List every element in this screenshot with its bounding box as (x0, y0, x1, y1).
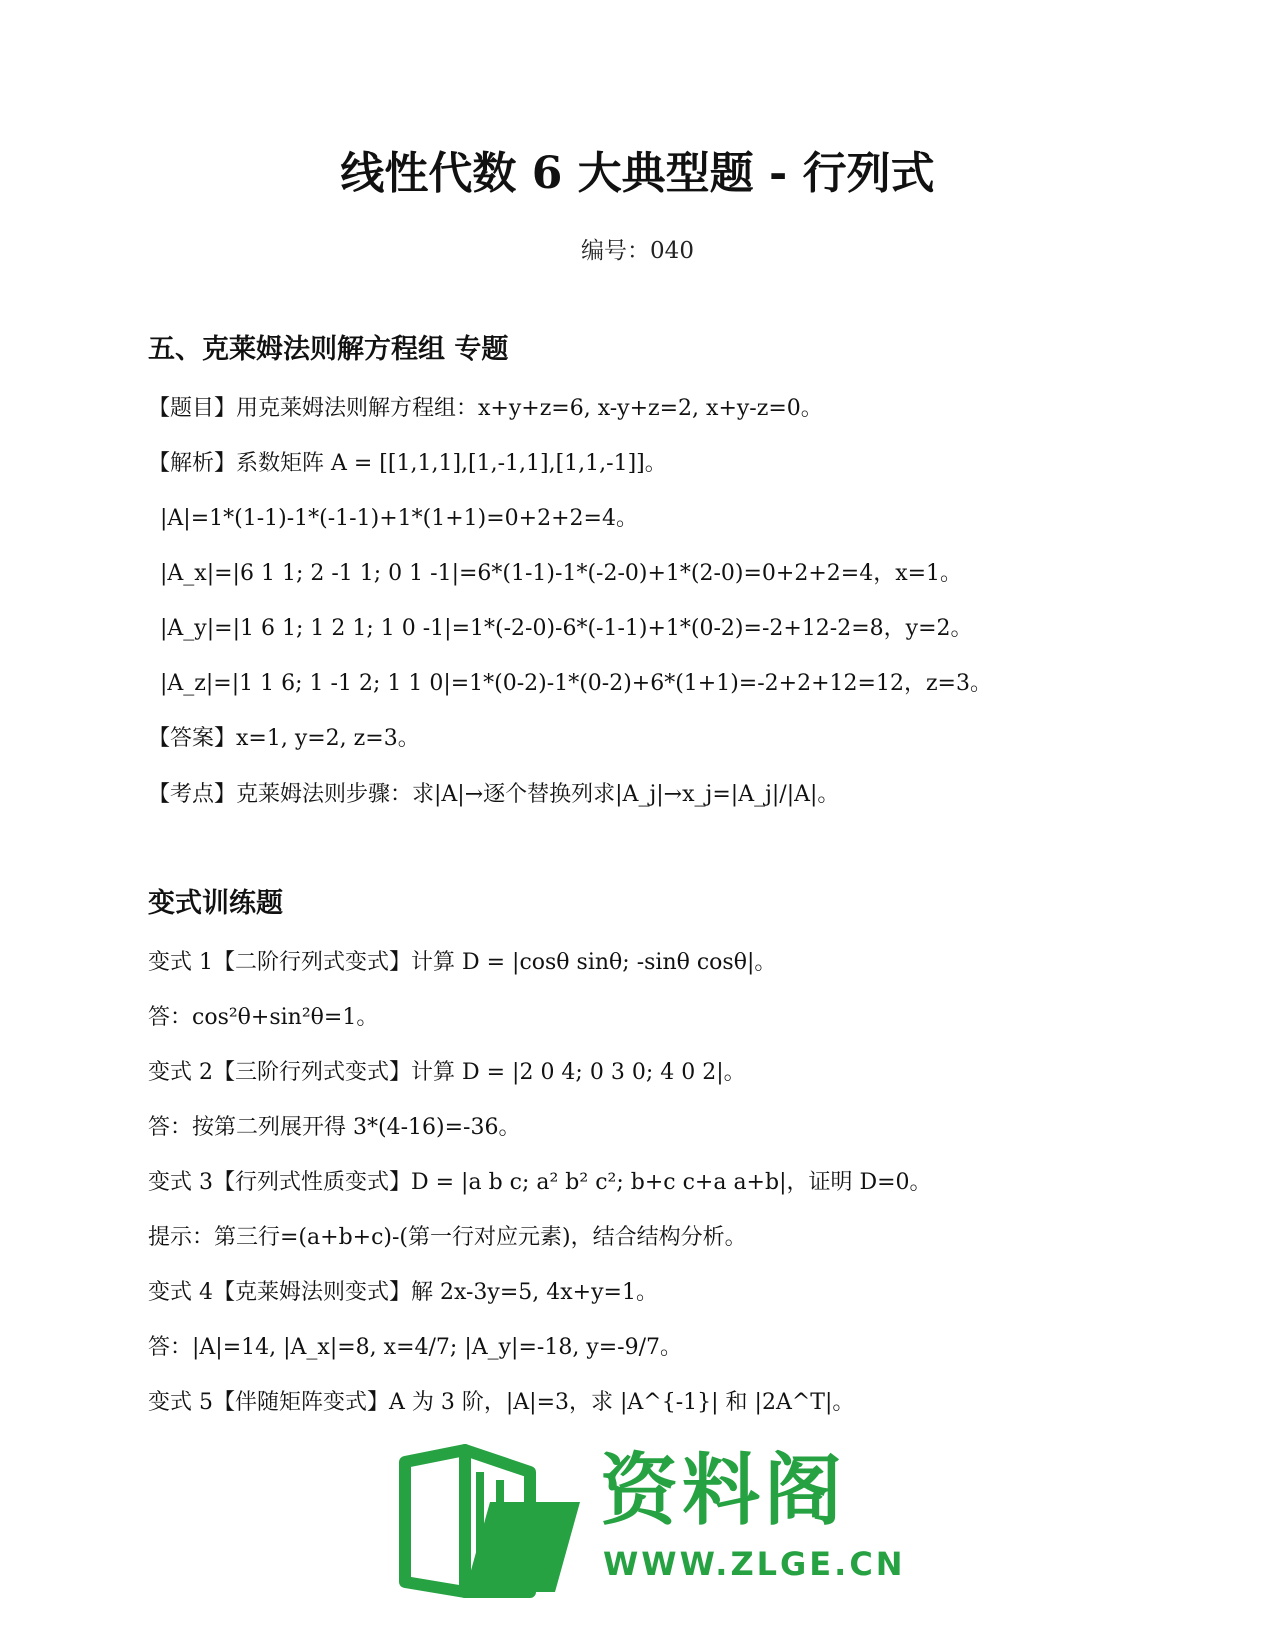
variant-1-answer: 答：cos²θ+sin²θ=1。 (148, 1005, 379, 1030)
det-az-line: |A_z|=|1 1 6; 1 -1 2; 1 1 0|=1*(0-2)-1*(0-2)+6*(1+1)=-2+2+12=12，z=3。 (160, 671, 992, 696)
variant-2-line: 变式 2【三阶行列式变式】计算 D = |2 0 4; 0 3 0; 4 0 2|。 (148, 1060, 746, 1085)
document-title: 线性代数 6 大典型题 - 行列式 (340, 148, 935, 199)
variant-3-hint: 提示：第三行=(a+b+c)-(第一行对应元素)，结合结构分析。 (148, 1225, 747, 1250)
variant-2-answer: 答：按第二列展开得 3*(4-16)=-36。 (148, 1115, 521, 1140)
section-heading-variants: 变式训练题 (148, 888, 283, 919)
det-a-line: |A|=1*(1-1)-1*(-1-1)+1*(1+1)=0+2+2=4。 (160, 506, 638, 531)
det-ay-line: |A_y|=|1 6 1; 1 2 1; 1 0 -1|=1*(-2-0)-6*(-1-1)+1*(0-2)=-2+12-2=8，y=2。 (160, 616, 973, 641)
watermark-logo (395, 1442, 906, 1602)
det-ax-line: |A_x|=|6 1 1; 2 -1 1; 0 1 -1|=6*(1-1)-1*(-2-0)+1*(2-0)=0+2+2=4，x=1。 (160, 561, 963, 586)
watermark-url: WWW.ZLGE.CN (603, 1545, 906, 1583)
variant-4-answer: 答：|A|=14, |A_x|=8, x=4/7; |A_y|=-18, y=-9/7。 (148, 1335, 683, 1360)
analysis-line: 【解析】系数矩阵 A = [[1,1,1],[1,-1,1],[1,1,-1]]。 (148, 451, 667, 476)
folder-book-icon (395, 1442, 595, 1602)
document-number: 编号：040 (581, 238, 694, 264)
keypoint-line: 【考点】克莱姆法则步骤：求|A|→逐个替换列求|A_j|→x_j=|A_j|/|A|。 (148, 782, 840, 807)
variant-5-line: 变式 5【伴随矩阵变式】A 为 3 阶，|A|=3，求 |A^{-1}| 和 |2A^T|。 (148, 1390, 855, 1415)
variant-3-line: 变式 3【行列式性质变式】D = |a b c; a² b² c²; b+c c+a a+b|，证明 D=0。 (148, 1170, 932, 1195)
problem-line: 【题目】用克莱姆法则解方程组：x+y+z=6, x-y+z=2, x+y-z=0。 (148, 396, 823, 421)
watermark-name: 资料阁 (600, 1446, 847, 1536)
variant-1-line: 变式 1【二阶行列式变式】计算 D = |cosθ sinθ; -sinθ cosθ|。 (148, 950, 777, 975)
variant-4-line: 变式 4【克莱姆法则变式】解 2x-3y=5, 4x+y=1。 (148, 1280, 658, 1305)
section-heading-cramer: 五、克莱姆法则解方程组 专题 (148, 334, 509, 365)
answer-line: 【答案】x=1, y=2, z=3。 (148, 726, 420, 751)
